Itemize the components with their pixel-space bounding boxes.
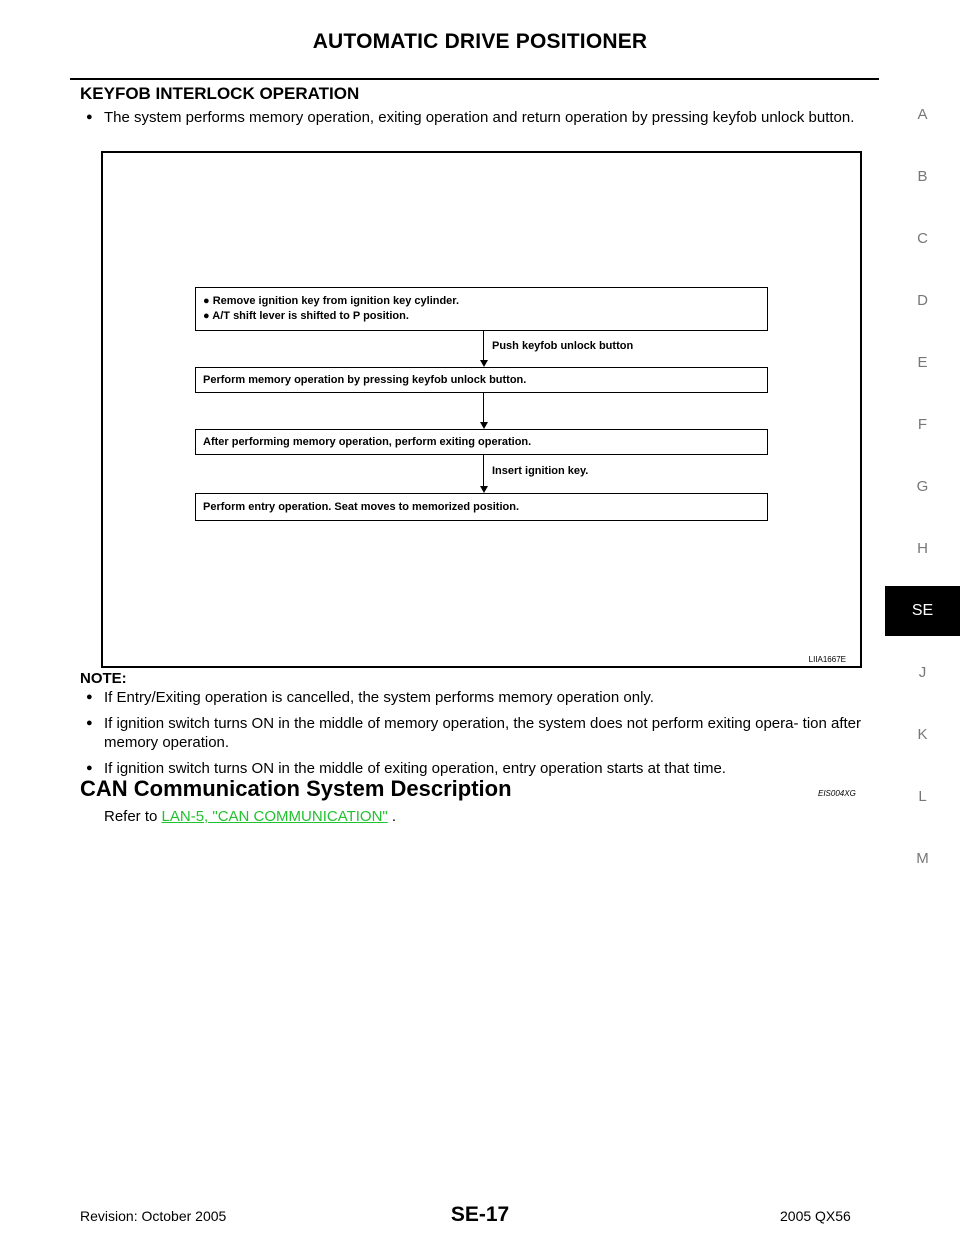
intro-bullet: [80, 108, 880, 127]
note-item: [80, 688, 880, 707]
bullet-icon: ●: [86, 717, 93, 729]
flow-step-4: [195, 493, 768, 521]
page-header-title: AUTOMATIC DRIVE POSITIONER: [312, 30, 648, 53]
tab-k[interactable]: K: [917, 726, 928, 743]
tab-a[interactable]: A: [917, 106, 928, 123]
bullet-icon: ●: [86, 762, 93, 774]
flow-step-2-text: Perform memory operation by pressing keyfob unlock button.: [203, 373, 527, 386]
arrowhead-icon: [480, 360, 488, 367]
section-index-tabs: [885, 0, 960, 1242]
flow-step-4-text: Perform entry operation. Seat moves to memorized position.: [203, 500, 520, 513]
flow-arrow-2: [483, 393, 484, 424]
figure-code: LIIA1667E: [808, 655, 846, 664]
note-title: NOTE:: [80, 670, 127, 687]
tab-f[interactable]: F: [917, 416, 928, 433]
arrowhead-icon: [480, 486, 488, 493]
flow-step-2: [195, 367, 768, 393]
flow-step-1-line-2: ● A/T shift lever is shifted to P position.: [203, 310, 409, 322]
refer-prefix: Refer to: [104, 808, 162, 825]
tab-j[interactable]: J: [918, 664, 927, 681]
flow-step-1-line-1: ● Remove ignition key from ignition key cylinder.: [203, 295, 460, 307]
tab-e[interactable]: E: [917, 354, 928, 371]
flow-arrow-3-label: Insert ignition key.: [492, 465, 589, 477]
tab-d[interactable]: D: [917, 292, 928, 309]
flow-arrow-1-label: Push keyfob unlock button: [492, 340, 634, 352]
tab-se-active[interactable]: SE: [885, 586, 960, 636]
note-item: [80, 714, 880, 752]
bullet-icon: ●: [86, 111, 93, 123]
note-item-text: If ignition switch turns ON in the middle of memory operation, the system does not perform exiting opera- tion after memory operation.: [104, 715, 862, 751]
bullet-icon: ●: [86, 691, 93, 703]
tab-g[interactable]: G: [916, 478, 929, 495]
flow-arrow-1: [483, 331, 484, 362]
can-section-code: EIS004XG: [818, 789, 856, 798]
footer-page-number: SE-17: [450, 1203, 510, 1226]
footer-model: 2005 QX56: [780, 1208, 851, 1224]
flow-step-1: [195, 287, 768, 331]
tab-l[interactable]: L: [918, 788, 927, 805]
intro-text: The system performs memory operation, exiting operation and return operation by pressing keyfob unlock button.: [104, 109, 855, 126]
flow-step-3-text: After performing memory operation, perform exiting operation.: [203, 435, 532, 448]
footer-revision: Revision: October 2005: [80, 1208, 227, 1224]
tab-h[interactable]: H: [917, 540, 928, 557]
header-rule: [70, 78, 879, 80]
flow-arrow-3: [483, 455, 484, 488]
flow-step-3: [195, 429, 768, 455]
tab-b[interactable]: B: [917, 168, 928, 185]
can-section-heading: CAN Communication System Description: [80, 776, 512, 801]
flow-diagram: [101, 151, 862, 668]
can-reference: [104, 808, 396, 825]
lan-5-link[interactable]: LAN-5, "CAN COMMUNICATION": [161, 808, 388, 825]
arrowhead-icon: [480, 422, 488, 429]
note-list: [80, 688, 880, 785]
tab-c[interactable]: C: [917, 230, 928, 247]
note-item-text: If Entry/Exiting operation is cancelled, the system performs memory operation only.: [104, 689, 654, 706]
tab-m[interactable]: M: [916, 850, 929, 867]
note-item-text: If ignition switch turns ON in the middle of exiting operation, entry operation starts at that time.: [104, 760, 726, 777]
refer-suffix: .: [387, 808, 397, 825]
section-heading: KEYFOB INTERLOCK OPERATION: [80, 84, 360, 103]
